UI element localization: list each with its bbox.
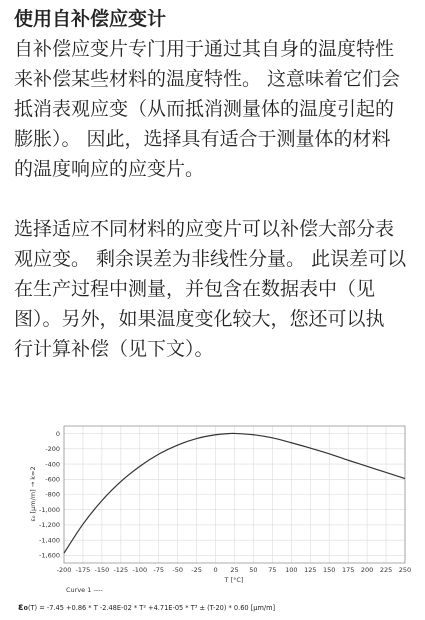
x-tick-label: 150: [323, 566, 336, 574]
x-tick-label: 50: [249, 566, 258, 574]
y-axis-ticks: [39, 430, 60, 560]
y-tick-label: -800: [45, 490, 60, 499]
x-tick-label: -125: [113, 566, 129, 574]
x-tick-label: 250: [398, 566, 412, 574]
x-tick-label: 75: [268, 566, 277, 574]
x-axis-ticks: [57, 566, 412, 574]
paragraph-selection: [14, 214, 414, 364]
x-tick-label: -50: [172, 566, 183, 574]
paragraph-line: 抵消表观应变（从而抵消测量体的温度引起的: [14, 98, 395, 120]
x-tick-label: 100: [285, 566, 298, 574]
formula-symbol: ε₀: [18, 602, 28, 613]
y-axis-label: ε₀ [µm/m] → k=2: [29, 466, 37, 522]
formula-text: (T) = -7.45 +0.86 * T -2.48E-02 * T² +4.71E-05 * T³ ± (T-20) * 0.60 [µm/m]: [27, 604, 276, 612]
x-tick-label: -25: [191, 566, 202, 574]
x-tick-label: 225: [379, 566, 393, 574]
x-axis-label: T [°C]: [224, 576, 244, 584]
paragraph-line: 图）。另外，如果温度变化较大，您还可以执: [14, 308, 385, 330]
y-tick-label: -200: [45, 445, 60, 454]
paragraph-line: 行计算补偿（见下文）。: [14, 338, 214, 360]
x-tick-label: 175: [341, 566, 355, 574]
paragraph-line: 在生产过程中测量，并包含在数据表中（见: [14, 278, 376, 300]
x-tick-label: -175: [75, 566, 91, 574]
x-tick-label: 25: [230, 566, 239, 574]
legend-entry: Curve 1 ----: [66, 586, 103, 594]
paragraph-line: 的温度响应的应变片。: [14, 158, 205, 180]
y-tick-label: -400: [45, 460, 60, 469]
apparent-strain-chart: [0, 415, 425, 595]
chart-grid: [64, 426, 405, 563]
y-tick-label: -1,400: [39, 536, 60, 545]
x-tick-label: 125: [304, 566, 317, 574]
x-tick-label: 200: [360, 566, 374, 574]
section-heading: 使用自补偿应变计: [14, 8, 167, 30]
x-tick-label: -200: [56, 566, 72, 574]
y-tick-label: -1,600: [39, 551, 60, 560]
x-tick-label: -100: [132, 566, 148, 574]
paragraph-line: 选择适应不同材料的应变片可以补偿大部分表: [14, 218, 395, 240]
paragraph-intro: [14, 34, 414, 184]
y-tick-label: -1,200: [39, 521, 60, 530]
y-tick-label: -600: [45, 475, 60, 484]
compensation-formula: [18, 603, 275, 613]
paragraph-line: 自补偿应变片专门用于通过其自身的温度特性: [14, 38, 395, 60]
x-tick-label: 0: [213, 566, 218, 574]
x-tick-label: -75: [153, 566, 165, 574]
paragraph-line: 来补偿某些材料的温度特性。 这意味着它们会: [14, 68, 401, 90]
x-tick-label: -150: [94, 566, 110, 574]
paragraph-line: 观应变。 剩余误差为非线性分量。 此误差可以: [14, 248, 407, 270]
y-tick-label: 0: [55, 429, 60, 438]
paragraph-line: 膨胀）。 因此，选择具有适合于测量体的材料: [14, 128, 391, 150]
y-tick-label: -1,000: [39, 505, 60, 514]
